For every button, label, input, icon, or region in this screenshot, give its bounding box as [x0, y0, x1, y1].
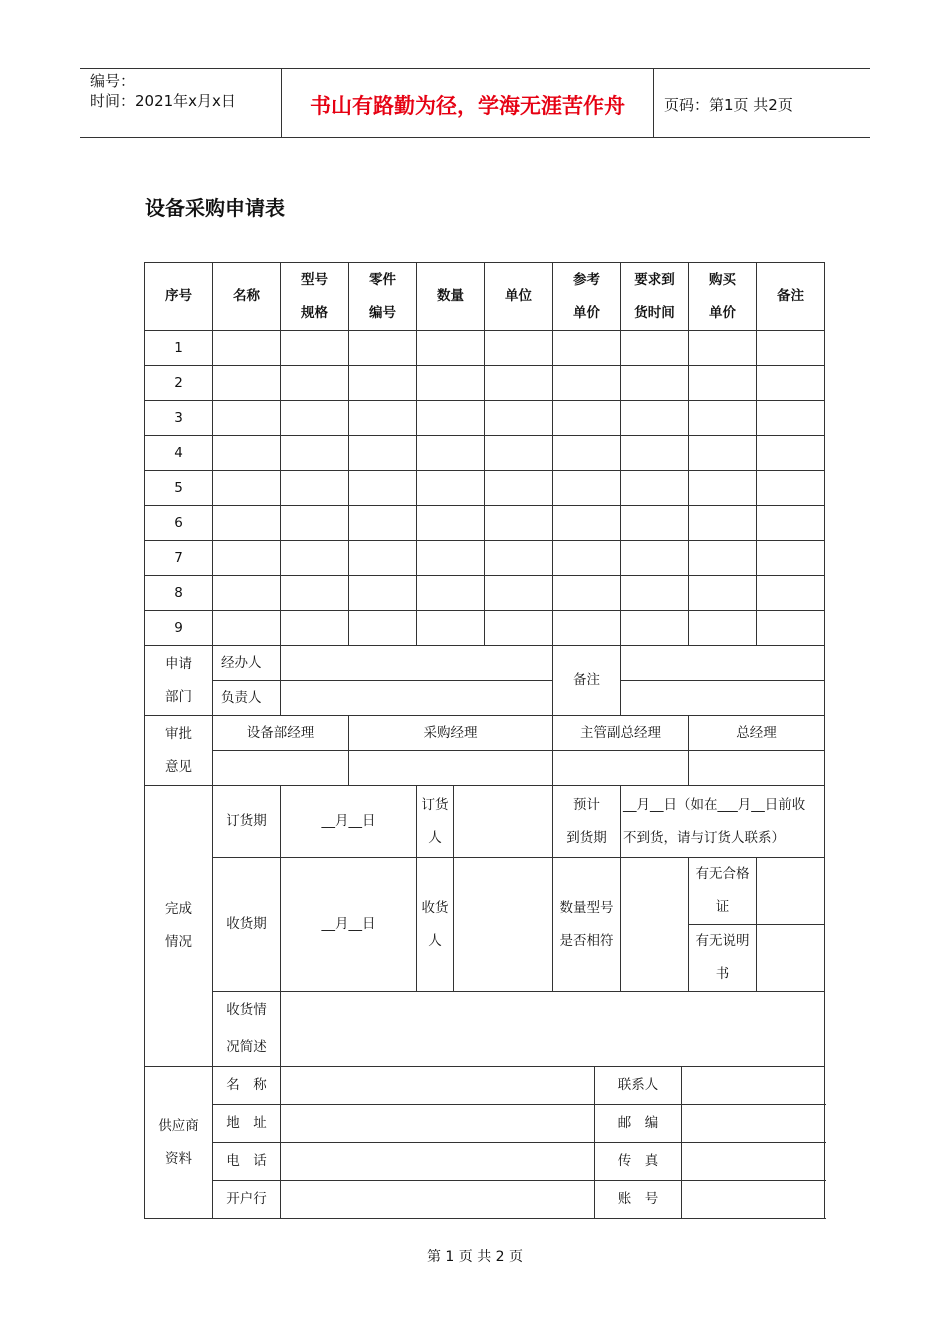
expected-label: 预计 到货期 — [553, 786, 621, 858]
row-seq: 1 — [145, 331, 213, 366]
match-label: 数量型号 是否相符 — [553, 858, 621, 992]
apply-dept-label: 申请 部门 — [145, 646, 213, 716]
supplier-phone-label: 电 话 — [213, 1143, 281, 1181]
approval-header-row — [145, 716, 825, 751]
header-page-number: 页码：第1页 共2页 — [664, 95, 793, 114]
apply-row-leader — [145, 681, 825, 716]
col-seq: 序号 — [145, 263, 213, 331]
supplier-address-field[interactable] — [281, 1105, 595, 1143]
completion-label: 完成 情况 — [145, 786, 213, 1067]
supplier-name-label: 名 称 — [213, 1067, 281, 1105]
col-name: 名称 — [213, 263, 281, 331]
row-seq: 7 — [145, 541, 213, 576]
supplier-row-name — [145, 1067, 825, 1105]
expected-note: __月__日（如在___月__日前收 不到货，请与订货人联系） — [621, 786, 825, 858]
match-field[interactable] — [621, 858, 689, 992]
supplier-bank-label: 开户行 — [213, 1181, 281, 1219]
purchase-request-table — [144, 262, 825, 1219]
purchase-mgr-label: 采购经理 — [349, 716, 553, 751]
col-remark: 备注 — [757, 263, 825, 331]
col-qty: 数量 — [417, 263, 485, 331]
table-row — [145, 506, 825, 541]
supplier-contact-field[interactable] — [682, 1067, 825, 1105]
row-seq: 3 — [145, 401, 213, 436]
supplier-account-label: 账 号 — [595, 1181, 682, 1219]
row-seq: 2 — [145, 366, 213, 401]
manual-field[interactable] — [757, 925, 825, 992]
table-row — [145, 576, 825, 611]
leader-field[interactable] — [281, 681, 553, 716]
orderer-field[interactable] — [454, 786, 553, 858]
table-row — [145, 436, 825, 471]
col-deadline: 要求到 货时间 — [621, 263, 689, 331]
supplier-fax-field[interactable] — [682, 1143, 825, 1181]
gm-sign[interactable] — [689, 751, 825, 786]
supplier-name-field[interactable] — [281, 1067, 595, 1105]
doc-number-label: 编号： — [90, 72, 136, 90]
vice-gm-label: 主管副总经理 — [553, 716, 689, 751]
receive-period-label: 收货期 — [213, 858, 281, 992]
supplier-row-phone — [145, 1143, 825, 1181]
supplier-label: 供应商 资料 — [145, 1067, 213, 1219]
orderer-label: 订货人 — [417, 786, 454, 858]
supplier-phone-field[interactable] — [281, 1143, 595, 1181]
supplier-bank-field[interactable] — [281, 1181, 595, 1219]
apply-row-handler — [145, 646, 825, 681]
supplier-row-bank — [145, 1181, 825, 1219]
supplier-contact-label: 联系人 — [595, 1067, 682, 1105]
table-row — [145, 331, 825, 366]
row-seq: 4 — [145, 436, 213, 471]
table-row — [145, 366, 825, 401]
cert-label: 有无合格证 — [689, 858, 757, 925]
header-motto: 书山有路勤为径，学海无涯苦作舟 — [282, 69, 654, 137]
supplier-postcode-field[interactable] — [682, 1105, 825, 1143]
table-row — [145, 471, 825, 506]
receive-row-1 — [145, 858, 825, 925]
table-row — [145, 611, 825, 646]
col-model: 型号 规格 — [281, 263, 349, 331]
col-ref-price: 参考 单价 — [553, 263, 621, 331]
table-header-row — [145, 263, 825, 331]
col-part-no: 零件 编号 — [349, 263, 417, 331]
order-row — [145, 786, 825, 858]
apply-remark-field-1[interactable] — [621, 646, 825, 681]
row-seq: 9 — [145, 611, 213, 646]
purchase-mgr-sign[interactable] — [349, 751, 553, 786]
approval-label: 审批 意见 — [145, 716, 213, 786]
supplier-address-label: 地 址 — [213, 1105, 281, 1143]
supplier-fax-label: 传 真 — [595, 1143, 682, 1181]
summary-row — [145, 992, 825, 1067]
receiver-field[interactable] — [454, 858, 553, 992]
summary-field[interactable] — [281, 992, 825, 1067]
order-period-label: 订货期 — [213, 786, 281, 858]
approval-sign-row — [145, 751, 825, 786]
manual-label: 有无说明书 — [689, 925, 757, 992]
cert-field[interactable] — [757, 858, 825, 925]
leader-label: 负责人 — [213, 681, 281, 716]
equip-mgr-sign[interactable] — [213, 751, 349, 786]
vice-gm-sign[interactable] — [553, 751, 689, 786]
page-header — [80, 68, 870, 138]
apply-remark-field-2[interactable] — [621, 681, 825, 716]
gm-label: 总经理 — [689, 716, 825, 751]
col-buy-price: 购买 单价 — [689, 263, 757, 331]
table-row — [145, 401, 825, 436]
table-row — [145, 541, 825, 576]
doc-time-label: 时间：2021年x月x日 — [90, 92, 236, 110]
col-unit: 单位 — [485, 263, 553, 331]
receiver-label: 收货人 — [417, 858, 454, 992]
row-seq: 6 — [145, 506, 213, 541]
receive-date[interactable]: __月__日 — [281, 858, 417, 992]
header-meta — [80, 69, 282, 137]
handler-label: 经办人 — [213, 646, 281, 681]
supplier-postcode-label: 邮 编 — [595, 1105, 682, 1143]
equip-mgr-label: 设备部经理 — [213, 716, 349, 751]
supplier-row-address — [145, 1105, 825, 1143]
summary-label: 收货情 况简述 — [213, 992, 281, 1067]
row-seq: 8 — [145, 576, 213, 611]
order-date[interactable]: __月__日 — [281, 786, 417, 858]
row-seq: 5 — [145, 471, 213, 506]
handler-field[interactable] — [281, 646, 553, 681]
form-title: 设备采购申请表 — [145, 196, 285, 220]
page-footer: 第 1 页 共 2 页 — [426, 1249, 524, 1265]
apply-remark-label: 备注 — [553, 646, 621, 716]
supplier-account-field[interactable] — [682, 1181, 825, 1219]
